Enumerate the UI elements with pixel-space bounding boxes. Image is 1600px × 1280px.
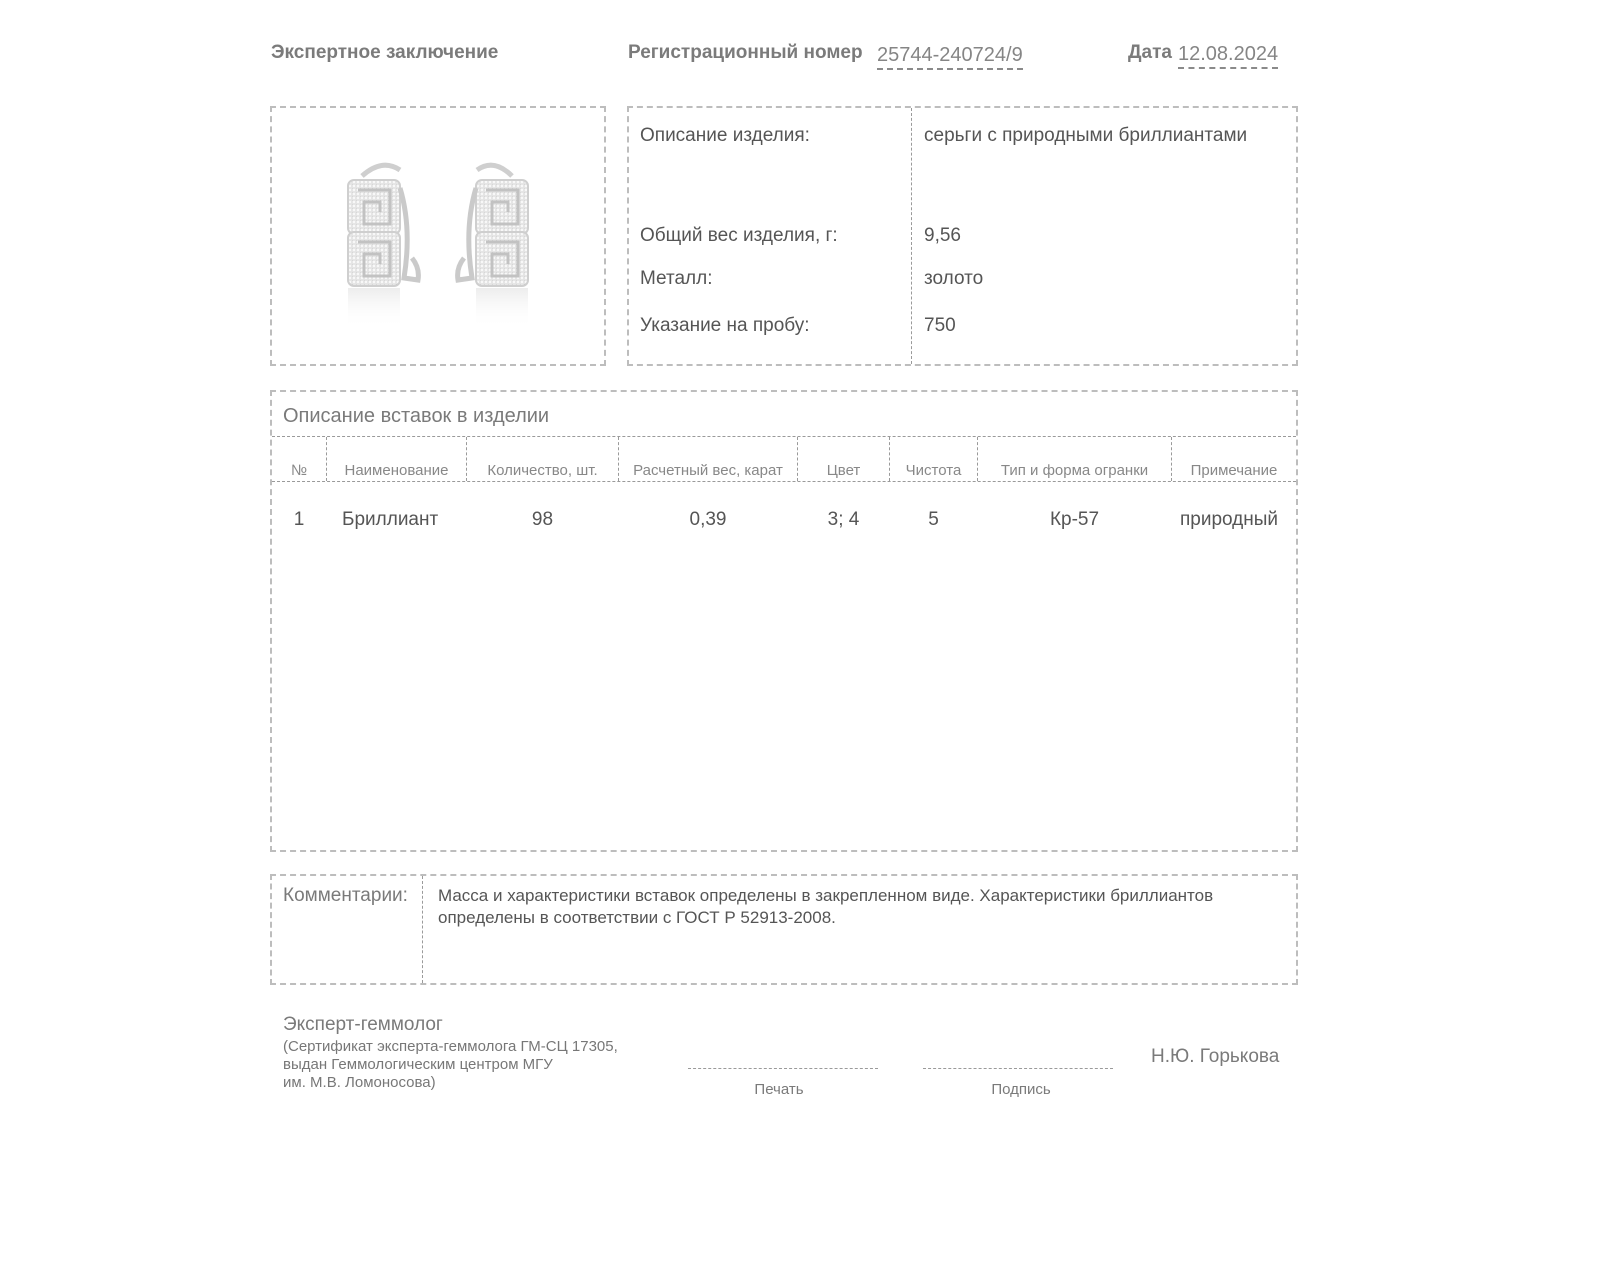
cell-quantity: 98 bbox=[531, 509, 554, 530]
inserts-title: Описание вставок в изделии bbox=[283, 405, 550, 427]
cell-note: природный bbox=[1180, 509, 1279, 530]
comments-text-line2: определены в соответствии с ГОСТ Р 52913-2008. bbox=[438, 908, 836, 927]
metal-label: Металл: bbox=[640, 268, 713, 289]
cell-name: Бриллиант bbox=[342, 509, 439, 530]
description-label: Описание изделия: bbox=[640, 125, 810, 146]
column-header-weight: Расчетный вес, карат bbox=[633, 462, 783, 479]
signature-line bbox=[923, 1068, 1113, 1069]
description-value: серьги с природными бриллиантами bbox=[924, 125, 1248, 146]
document-title: Экспертное заключение bbox=[271, 42, 499, 63]
column-divider bbox=[911, 108, 912, 364]
metal-value: золото bbox=[924, 268, 984, 289]
stamp-label: Печать bbox=[754, 1081, 804, 1098]
comments-text-line1: Масса и характеристики вставок определены в закрепленном виде. Характеристики бриллиантов bbox=[438, 886, 1214, 905]
earrings-image bbox=[272, 108, 604, 364]
date-label: Дата bbox=[1128, 42, 1172, 63]
expert-role: Эксперт-геммолог bbox=[283, 1014, 443, 1035]
table-header-bottom-line bbox=[272, 481, 1296, 482]
certificate-line2: выдан Геммологическим центром МГУ bbox=[283, 1056, 553, 1073]
column-header-quantity: Количество, шт. bbox=[487, 462, 598, 479]
cell-number: 1 bbox=[293, 509, 305, 530]
comments-divider bbox=[422, 876, 423, 983]
column-header-cut: Тип и форма огранки bbox=[1000, 462, 1149, 479]
total-weight-label: Общий вес изделия, г: bbox=[640, 225, 838, 246]
cell-clarity: 5 bbox=[928, 509, 939, 530]
column-header-name: Наименование bbox=[344, 462, 449, 479]
table-header-top-line bbox=[272, 436, 1296, 437]
column-header-note: Примечание bbox=[1190, 462, 1278, 479]
product-photo-frame bbox=[270, 106, 606, 366]
reg-number-value: 25744-240724/9 bbox=[877, 43, 1023, 70]
comments-label: Комментарии: bbox=[283, 885, 408, 906]
column-header-color: Цвет bbox=[826, 462, 861, 479]
expert-name: Н.Ю. Горькова bbox=[1151, 1046, 1280, 1067]
cell-cut: Кр-57 bbox=[1049, 509, 1100, 530]
hallmark-label: Указание на пробу: bbox=[640, 315, 810, 336]
total-weight-value: 9,56 bbox=[924, 225, 961, 246]
certificate-line1: (Сертификат эксперта-геммолога ГМ-СЦ 17305, bbox=[283, 1038, 618, 1055]
inserts-table-box bbox=[270, 390, 1298, 852]
certificate-line3: им. М.В. Ломоносова) bbox=[283, 1074, 436, 1091]
date-value: 12.08.2024 bbox=[1178, 42, 1278, 69]
cell-weight: 0,39 bbox=[689, 509, 727, 530]
column-header-number: № bbox=[290, 462, 308, 479]
signature-label: Подпись bbox=[991, 1081, 1051, 1098]
cell-color: 3; 4 bbox=[827, 509, 860, 530]
hallmark-value: 750 bbox=[924, 315, 956, 336]
stamp-line bbox=[688, 1068, 878, 1069]
reg-number-label: Регистрационный номер bbox=[628, 42, 863, 63]
column-header-clarity: Чистота bbox=[905, 462, 962, 479]
